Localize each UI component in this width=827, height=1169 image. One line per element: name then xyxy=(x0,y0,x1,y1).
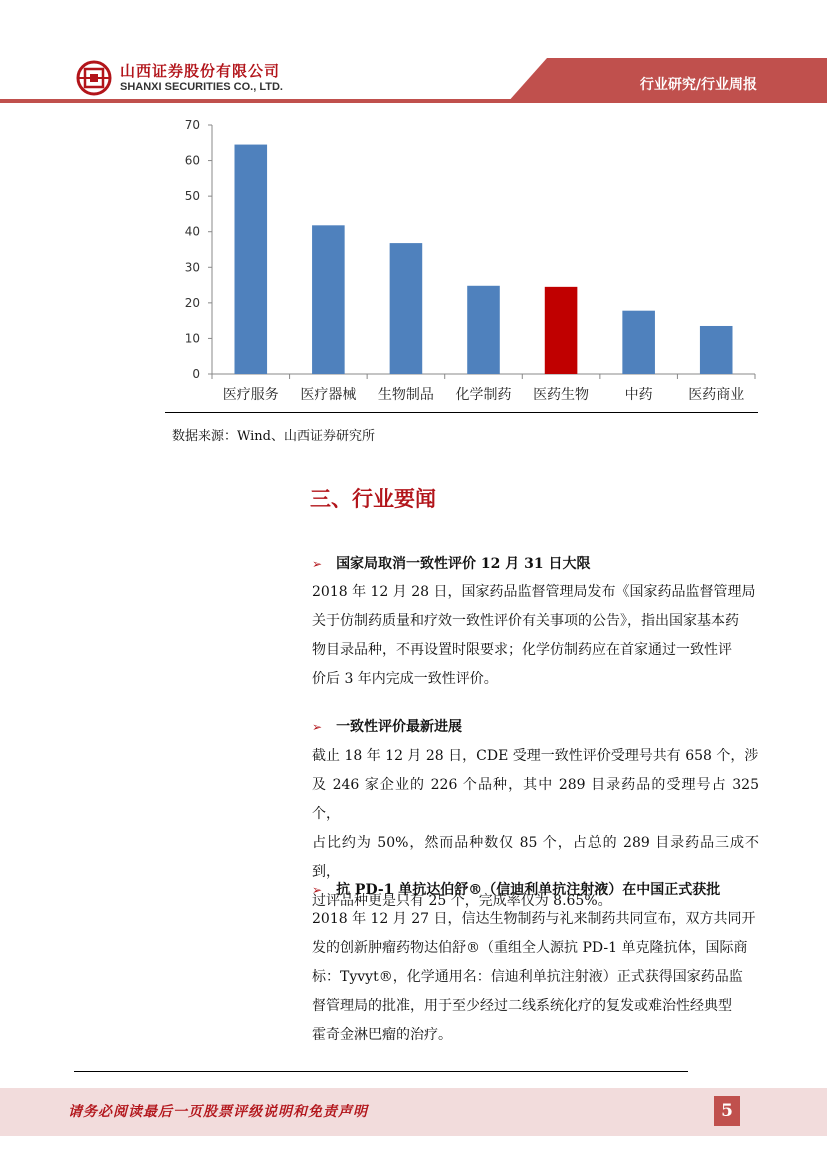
report-type-label: 行业研究/行业周报 xyxy=(639,77,757,93)
bar xyxy=(467,286,500,374)
company-logo-icon xyxy=(76,60,112,96)
news-title-1: ➢ 国家局取消一致性评价 12 月 31 日大限 xyxy=(312,556,591,572)
industry-bar-chart xyxy=(170,115,760,415)
x-category-label: 中药 xyxy=(624,387,653,403)
news-paragraph-3 xyxy=(312,905,759,1050)
company-name-en: SHANXI SECURITIES CO., LTD. xyxy=(120,81,283,93)
text-line: 霍奇金淋巴瘤的治疗。 xyxy=(312,1027,452,1043)
news-paragraph-1 xyxy=(312,578,759,694)
x-category-label: 医药商业 xyxy=(688,387,745,403)
chart-source: 数据来源：Wind、山西证券研究所 xyxy=(172,429,375,444)
y-tick-label: 0 xyxy=(192,367,200,381)
arrow-bullet-icon: ➢ xyxy=(312,557,323,571)
bottom-rule xyxy=(74,1071,688,1072)
x-category-label: 化学制药 xyxy=(455,387,512,403)
text-line: 截止 18 年 12 月 28 日，CDE 受理一致性评价受理号共有 658 个，涉 xyxy=(312,748,759,764)
section-title: 三、行业要闻 xyxy=(310,487,436,511)
bar xyxy=(545,287,578,374)
disclaimer-notice: 请务必阅读最后一页股票评级说明和免责声明 xyxy=(68,1104,368,1120)
y-tick-label: 30 xyxy=(184,260,200,275)
text-line: 价后 3 年内完成一致性评价。 xyxy=(312,671,498,687)
bar xyxy=(622,311,655,374)
text-line: 关于仿制药质量和疗效一致性评价有关事项的公告》，指出国家基本药 xyxy=(312,613,739,629)
news-title-2: ➢ 一致性评价最新进展 xyxy=(312,719,463,735)
page-header xyxy=(0,0,827,110)
x-category-label: 医疗器械 xyxy=(300,387,357,403)
arrow-bullet-icon: ➢ xyxy=(312,720,323,734)
bar xyxy=(234,145,267,374)
news-title-3: ➢ 抗 PD-1 单抗达伯舒®（信迪利单抗注射液）在中国正式获批 xyxy=(312,882,721,898)
y-tick-label: 20 xyxy=(184,295,200,310)
chart-divider xyxy=(165,412,758,413)
arrow-bullet-icon: ➢ xyxy=(312,883,323,897)
y-tick-label: 10 xyxy=(184,331,200,346)
text-line: 2018 年 12 月 28 日，国家药品监督管理局发布《国家药品监督管理局 xyxy=(312,584,756,600)
text-line: 及 246 家企业的 226 个品种，其中 289 目录药品的受理号占 325 个， xyxy=(312,777,759,822)
page-number: 5 xyxy=(714,1096,740,1126)
text-line: 2018 年 12 月 27 日，信达生物制药与礼来制药共同宣布，双方共同开 xyxy=(312,911,756,927)
report-type-tab xyxy=(507,58,827,103)
text-line: 物目录品种，不再设置时限要求；化学仿制药应在首家通过一致性评 xyxy=(312,642,732,658)
bar xyxy=(312,225,345,374)
page-footer xyxy=(0,1088,827,1136)
y-tick-label: 70 xyxy=(184,118,200,132)
text-line: 发的创新肿瘤药物达伯舒®（重组全人源抗 PD-1 单克隆抗体，国际商 xyxy=(312,940,748,956)
bar xyxy=(390,243,423,374)
x-category-label: 医疗服务 xyxy=(222,387,279,403)
text-line: 占比约为 50%，然而品种数仅 85 个，占总的 289 目录药品三成不到， xyxy=(312,835,759,880)
text-line: 过评品种更是只有 25 个，完成率仅为 8.65%。 xyxy=(312,893,612,909)
bar xyxy=(700,326,733,374)
y-tick-label: 40 xyxy=(184,224,200,239)
text-line: 督管理局的批准，用于至少经过二线系统化疗的复发或难治性经典型 xyxy=(312,998,732,1014)
x-category-label: 医药生物 xyxy=(533,387,590,403)
text-line: 标：Tyvyt®，化学通用名：信迪利单抗注射液）正式获得国家药品监 xyxy=(312,969,743,985)
y-tick-label: 50 xyxy=(184,189,200,204)
company-name-cn: 山西证券股份有限公司 xyxy=(120,62,281,80)
y-tick-label: 60 xyxy=(184,153,200,168)
x-category-label: 生物制品 xyxy=(377,387,434,403)
